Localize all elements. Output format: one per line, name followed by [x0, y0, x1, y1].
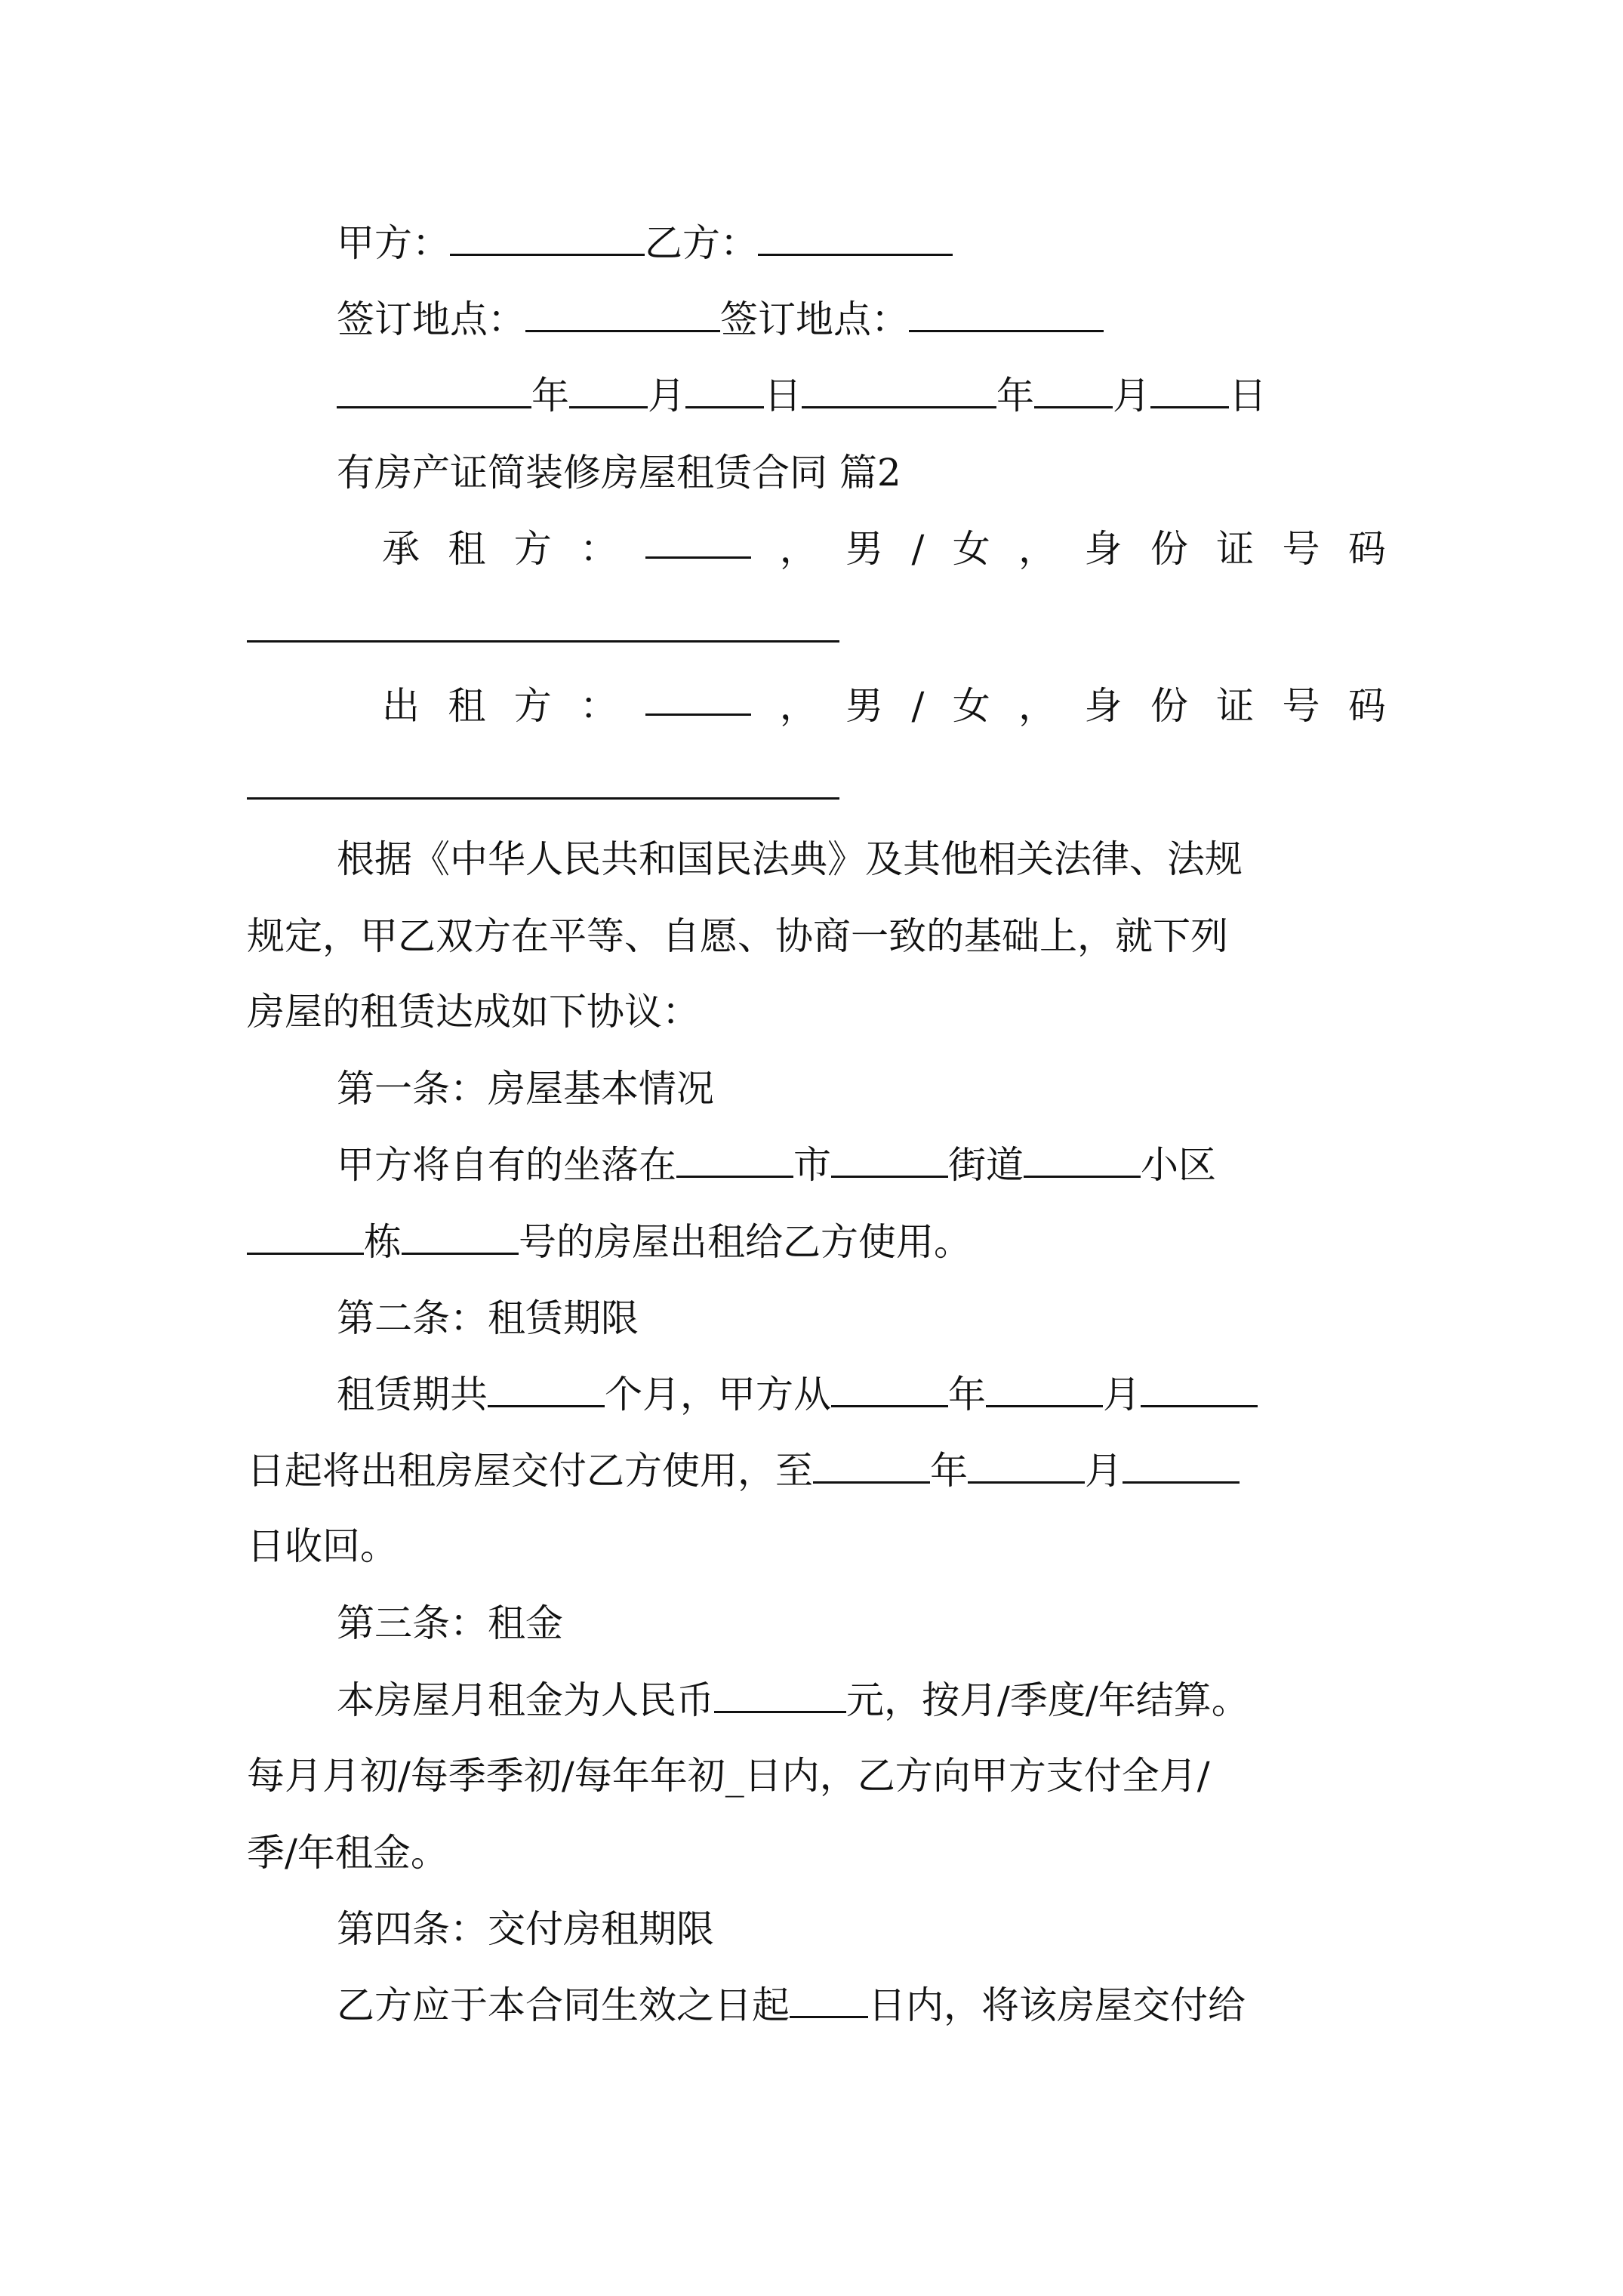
tenant-char: 女 [952, 527, 990, 571]
article-2-text: 租赁期共 [337, 1373, 488, 1416]
tenant-char: 方 [513, 527, 552, 571]
end-month-blank[interactable] [968, 1451, 1085, 1484]
tenant-char: ： [580, 527, 618, 571]
landlord-char: 方 [513, 684, 552, 728]
preamble-line-2: 规定，甲乙双方在平等、自愿、协商一致的基础上，就下列 [247, 914, 1228, 958]
tenant-char: ， [1018, 527, 1057, 571]
landlord-char: 证 [1216, 684, 1255, 728]
start-month-blank[interactable] [986, 1375, 1103, 1407]
article-4-line-1 [337, 1983, 1246, 2028]
start-year-blank[interactable] [831, 1375, 948, 1407]
landlord-char: 男 [845, 684, 884, 728]
article-4-text: 乙方应于本合同生效之日起 [337, 1983, 790, 2027]
tenant-char: 租 [448, 527, 486, 571]
date-a-year-blank[interactable] [337, 376, 531, 408]
tenant-char: ， [779, 527, 818, 571]
article-1-text: 市 [793, 1143, 831, 1187]
signing-place-a-label: 签订地点： [337, 297, 525, 341]
landlord-char: 号 [1282, 684, 1320, 728]
tenant-char: 男 [845, 527, 884, 571]
tenant-id-blank[interactable] [247, 640, 839, 643]
signing-place-b-blank[interactable] [909, 300, 1104, 332]
date-a-month-blank[interactable] [569, 376, 648, 408]
article-2-text: 月 [1085, 1449, 1123, 1493]
tenant-char: 码 [1347, 527, 1386, 571]
street-blank[interactable] [831, 1145, 948, 1178]
landlord-char: 份 [1150, 684, 1188, 728]
article-3-text: 元，按月/季度/年结算。 [846, 1678, 1249, 1722]
date-b-month-label: 月 [1113, 374, 1150, 418]
tenant-char: 身 [1084, 527, 1123, 571]
landlord-char: 码 [1347, 684, 1386, 728]
signing-place-line [337, 297, 1104, 342]
community-blank[interactable] [1024, 1145, 1141, 1178]
landlord-line [382, 683, 1386, 729]
article-1-text: 号的房屋出租给乙方使用。 [519, 1220, 972, 1264]
article-4-title: 第四条：交付房租期限 [337, 1907, 714, 1951]
article-3-text: 本房屋月租金为人民币 [337, 1678, 714, 1722]
article-2-text: 年 [948, 1373, 986, 1416]
contract-heading: 有房产证简装修房屋租赁合同 篇2 [337, 451, 901, 495]
lease-months-blank[interactable] [488, 1375, 605, 1407]
monthly-rent-blank[interactable] [714, 1681, 846, 1713]
landlord-char: 租 [448, 684, 486, 728]
article-2-text: 个月，甲方从 [605, 1373, 831, 1416]
article-1-title: 第一条：房屋基本情况 [337, 1067, 714, 1111]
landlord-char: / [911, 684, 925, 728]
landlord-char: ， [779, 684, 818, 728]
landlord-char: 身 [1084, 684, 1123, 728]
date-b-year-label: 年 [996, 374, 1034, 418]
tenant-char: 承 [382, 527, 420, 571]
article-1-line-1 [337, 1142, 1216, 1188]
signing-place-a-blank[interactable] [525, 300, 720, 332]
article-2-text: 月 [1103, 1373, 1141, 1416]
landlord-char: ： [580, 684, 618, 728]
article-3-line-2: 每月月初/每季季初/每年年初_日内，乙方向甲方支付全月/ [247, 1754, 1210, 1798]
article-2-text: 日起将出租房屋交付乙方使用，至 [247, 1449, 813, 1493]
landlord-char: ， [1018, 684, 1057, 728]
landlord-name-blank[interactable] [645, 683, 751, 716]
signing-place-b-label: 签订地点： [720, 297, 909, 341]
tenant-char: / [911, 527, 925, 571]
landlord-char: 出 [382, 684, 420, 728]
date-a-month-label: 月 [648, 374, 685, 418]
article-2-title: 第二条：租赁期限 [337, 1296, 639, 1340]
article-1-line-2 [247, 1219, 972, 1265]
landlord-id-blank[interactable] [247, 797, 839, 800]
party-a-label: 甲方： [337, 221, 450, 265]
building-blank[interactable] [247, 1222, 364, 1255]
date-a-year-label: 年 [531, 374, 569, 418]
tenant-name-blank[interactable] [645, 526, 751, 559]
landlord-char: 女 [952, 684, 990, 728]
city-blank[interactable] [676, 1145, 793, 1178]
article-1-text: 街道 [948, 1143, 1024, 1187]
tenant-char: 号 [1282, 527, 1320, 571]
party-b-label: 乙方： [645, 221, 758, 265]
party-b-blank[interactable] [758, 223, 953, 256]
article-3-line-1 [337, 1678, 1249, 1723]
date-b-day-label: 日 [1229, 374, 1267, 418]
article-4-text: 日内，将该房屋交付给 [868, 1983, 1246, 2027]
preamble-line-1: 根据《中华人民共和国民法典》及其他相关法律、法规 [337, 837, 1243, 881]
article-3-title: 第三条：租金 [337, 1601, 563, 1645]
end-year-blank[interactable] [813, 1451, 930, 1484]
handover-days-blank[interactable] [790, 1986, 868, 2018]
preamble-line-3: 房屋的租赁达成如下协议： [247, 990, 700, 1034]
article-1-text: 甲方将自有的坐落在 [337, 1143, 676, 1187]
article-2-line-2 [247, 1448, 1240, 1493]
start-day-blank[interactable] [1141, 1375, 1258, 1407]
date-a-day-label: 日 [764, 374, 802, 418]
date-b-day-blank[interactable] [1150, 376, 1229, 408]
party-a-blank[interactable] [450, 223, 645, 256]
tenant-line [382, 526, 1386, 572]
end-day-blank[interactable] [1123, 1451, 1240, 1484]
unit-number-blank[interactable] [402, 1222, 519, 1255]
party-line [337, 220, 953, 266]
date-b-month-blank[interactable] [1034, 376, 1113, 408]
tenant-char: 证 [1216, 527, 1255, 571]
article-3-line-3: 季/年租金。 [247, 1831, 448, 1875]
date-b-year-blank[interactable] [802, 376, 996, 408]
article-2-text: 年 [930, 1449, 968, 1493]
article-2-line-3: 日收回。 [247, 1524, 398, 1568]
article-1-text: 小区 [1141, 1143, 1216, 1187]
article-1-text: 栋 [364, 1220, 402, 1264]
signing-date-line [337, 373, 1267, 418]
article-2-line-1 [337, 1372, 1258, 1417]
date-a-day-blank[interactable] [685, 376, 764, 408]
tenant-char: 份 [1150, 527, 1188, 571]
